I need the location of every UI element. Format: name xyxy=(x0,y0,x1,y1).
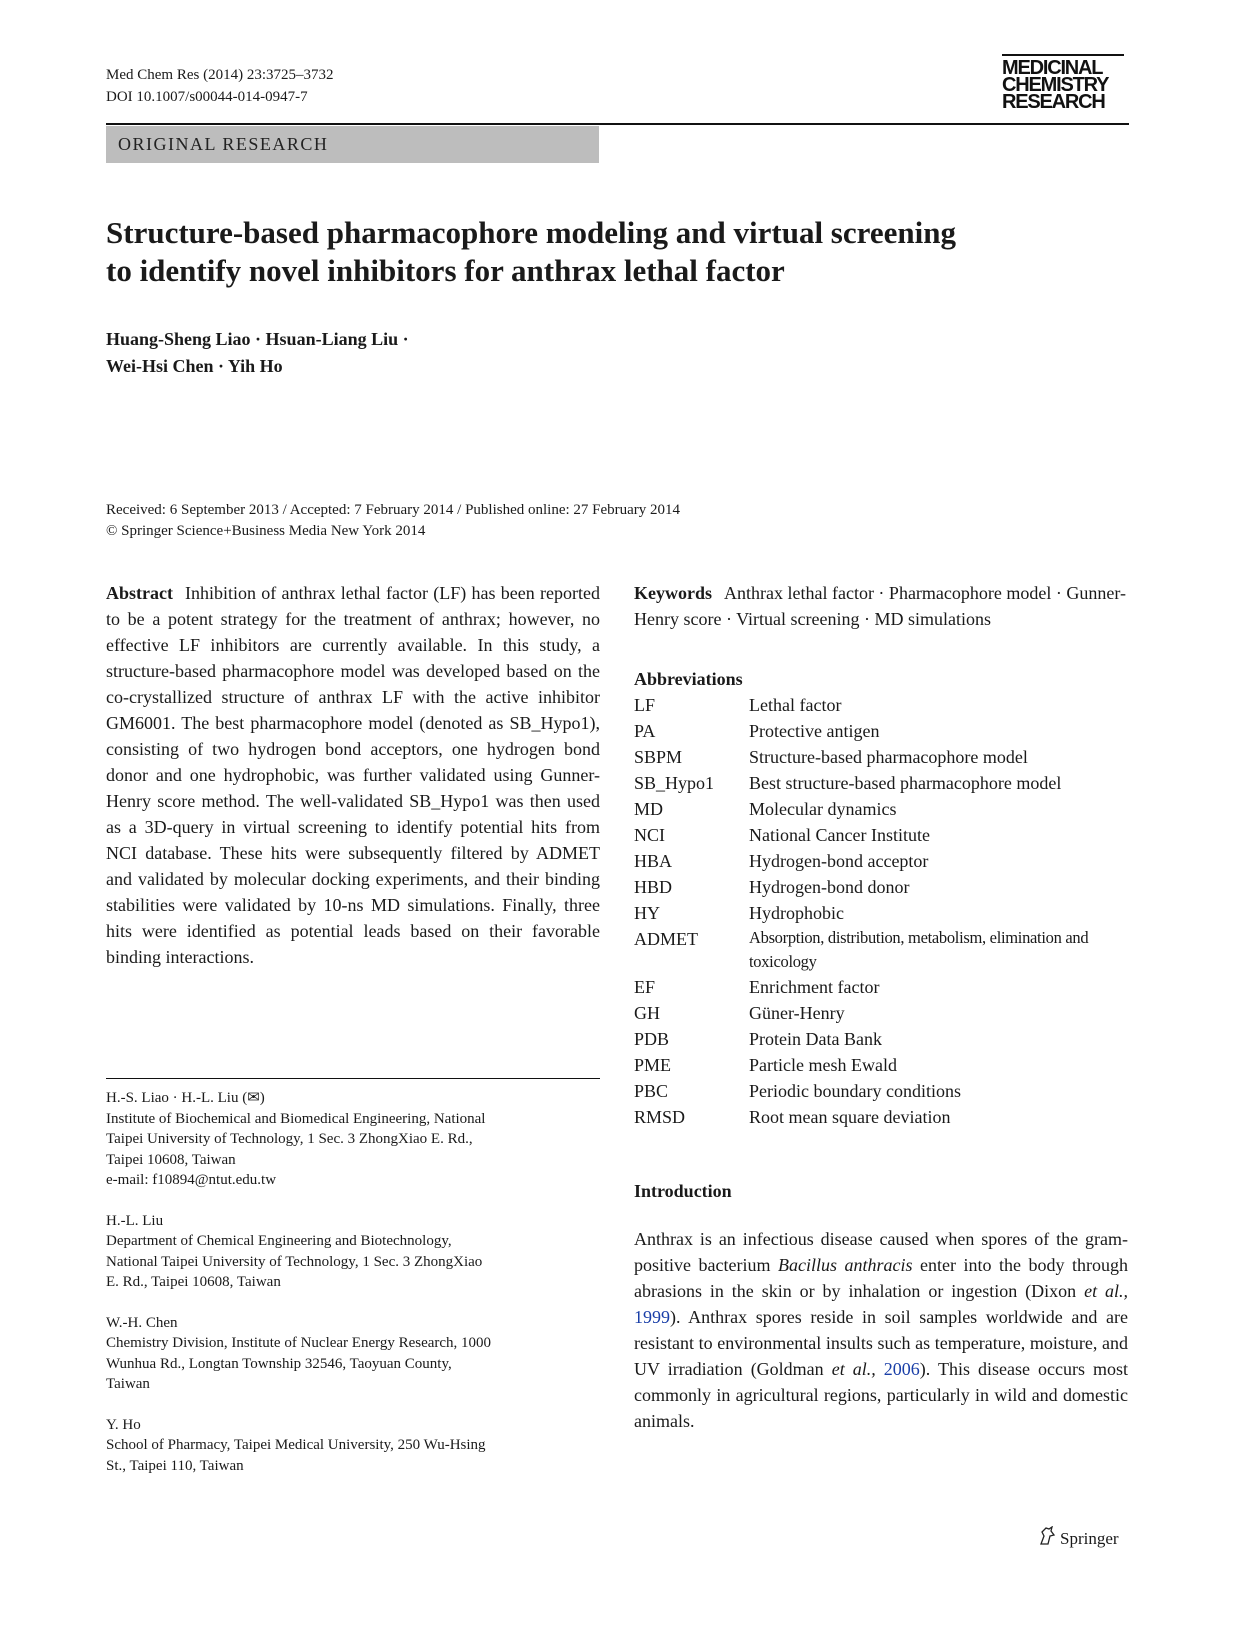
abbreviation-definition: Lethal factor xyxy=(749,695,842,715)
abbreviation-term: PME xyxy=(634,1055,672,1075)
affiliation-name: H.-S. Liao · H.-L. Liu (✉) xyxy=(106,1090,265,1106)
abbreviation-term: LF xyxy=(634,695,656,715)
logo-line-1: MEDICINAL xyxy=(1002,57,1103,79)
affiliation-line: E. Rd., Taipei 10608, Taiwan xyxy=(106,1274,281,1290)
logo-line-3: RESEARCH xyxy=(1002,91,1105,113)
abbreviation-row xyxy=(634,1052,1128,1078)
abbreviation-row xyxy=(634,848,1128,874)
abbreviation-term: EF xyxy=(634,977,656,997)
abbreviation-definition: Root mean square deviation xyxy=(749,1107,951,1127)
abbreviation-definition: Enrichment factor xyxy=(749,977,880,997)
affiliation-line: Taiwan xyxy=(106,1376,150,1392)
intro-text: ). This disease occurs most commonly in agricultural regions, particularly in wild and domestic animals. xyxy=(634,1359,1128,1431)
abbreviation-definition: Structure-based pharmacophore model xyxy=(749,747,1028,767)
introduction-heading: Introduction xyxy=(634,1181,732,1201)
authors-line-1: Huang-Sheng Liao · Hsuan-Liang Liu · xyxy=(106,329,409,349)
abstract-label: Abstract xyxy=(106,583,173,603)
article-history xyxy=(106,500,680,542)
abbreviation-row xyxy=(634,974,1128,1000)
publisher-name: Springer xyxy=(1060,1528,1119,1548)
abbreviation-definition: Protein Data Bank xyxy=(749,1029,882,1049)
affiliation-rule xyxy=(106,1078,600,1079)
abbreviation-row xyxy=(634,1000,1128,1026)
affiliation xyxy=(106,1088,600,1191)
abbreviation-term: HBA xyxy=(634,851,673,871)
authors-line-2: Wei-Hsi Chen · Yih Ho xyxy=(106,356,283,376)
abbreviation-row xyxy=(634,770,1128,796)
article-title xyxy=(106,214,1106,290)
abbreviation-row xyxy=(634,718,1128,744)
abbreviation-definition: Particle mesh Ewald xyxy=(749,1055,897,1075)
abbreviation-definition: Protective antigen xyxy=(749,721,880,741)
abbreviation-row xyxy=(634,1078,1128,1104)
abbreviation-definition: National Cancer Institute xyxy=(749,825,930,845)
title-line-1: Structure-based pharmacophore modeling and virtual screening xyxy=(106,215,956,250)
dates-line: Received: 6 September 2013 / Accepted: 7 February 2014 / Published online: 27 February 2014 xyxy=(106,502,681,518)
abbreviation-row xyxy=(634,874,1128,900)
affiliation-email[interactable]: e-mail: f10894@ntut.edu.tw xyxy=(106,1172,277,1188)
section-band xyxy=(106,126,599,163)
introduction-paragraph xyxy=(634,1226,1128,1434)
abbreviation-row xyxy=(634,692,1128,718)
abbreviation-term: NCI xyxy=(634,825,665,845)
intro-text: ). Anthrax spores reside in soil samples worldwide and are resistant to environmental insults such as temperature, moisture, and UV irradiation (Goldman xyxy=(634,1307,1128,1379)
affiliation-line: School of Pharmacy, Taipei Medical University, 250 Wu-Hsing xyxy=(106,1437,486,1453)
abbreviations-list xyxy=(634,692,1128,1130)
affiliation-line: Taipei University of Technology, 1 Sec. 3 ZhongXiao E. Rd., xyxy=(106,1131,473,1147)
affiliation xyxy=(106,1211,600,1293)
citation-link[interactable]: 1999 xyxy=(634,1307,670,1327)
keywords-text: Anthrax lethal factor · Pharmacophore model · Gunner-Henry score · Virtual screening · MD simulations xyxy=(634,583,1126,629)
affiliation xyxy=(106,1313,600,1395)
affiliation-name: H.-L. Liu xyxy=(106,1212,164,1229)
title-line-2: to identify novel inhibitors for anthrax lethal factor xyxy=(106,253,785,288)
abbreviation-term: HBD xyxy=(634,877,673,897)
affiliations xyxy=(106,1088,600,1496)
journal-citation xyxy=(106,64,333,108)
species-name: Bacillus anthracis xyxy=(777,1255,913,1275)
affiliation-name: Y. Ho xyxy=(106,1416,141,1433)
abbreviation-term: ADMET xyxy=(634,929,698,949)
abbreviation-term: MD xyxy=(634,799,664,819)
abbreviation-definition: Molecular dynamics xyxy=(749,799,897,819)
abbreviation-term: PBC xyxy=(634,1081,669,1101)
keywords-label: Keywords xyxy=(634,583,712,603)
abbreviation-definition: Hydrophobic xyxy=(749,903,844,923)
citation-etal: et al., xyxy=(1084,1281,1128,1301)
abbreviation-definition: Güner-Henry xyxy=(749,1003,845,1023)
abbreviation-definition: Hydrogen-bond acceptor xyxy=(749,851,929,871)
section-label: ORIGINAL RESEARCH xyxy=(118,134,329,154)
affiliation xyxy=(106,1415,600,1477)
abbreviation-definition: Hydrogen-bond donor xyxy=(749,877,910,897)
affiliation-line: Chemistry Division, Institute of Nuclear Energy Research, 1000 xyxy=(106,1335,492,1351)
affiliation-line: St., Taipei 110, Taiwan xyxy=(106,1457,244,1474)
journal-line-1: Med Chem Res (2014) 23:3725–3732 xyxy=(106,67,334,83)
abstract-text: Inhibition of anthrax lethal factor (LF) has been reported to be a potent strategy for the treatment of anthrax; however, no effective LF inhibitors are currently available. In this study, a structure-based pharmacophore model was developed based on the co-crystallized structure of anthrax LF with the active inhibitor GM6001. The best pharmacophore model (denoted as SB_Hypo1), consisting of two hydrogen bond acceptors, one hydrogen bond donor and one hydrophobic, was further validated using Gunner-Henry score method. The well-validated SB_Hypo1 was then used as a 3D-query in virtual screening to identify potential hits from NCI database. These hits were subsequently filtered by ADMET and validated by molecular docking experiments, and their binding stabilities were validated by 10-ns MD simulations. Finally, three hits were identified as potential leads based on their favorable binding interactions. xyxy=(106,583,600,967)
keywords xyxy=(634,580,1128,632)
logo-line-2: CHEMISTRY xyxy=(1002,74,1109,96)
header-rule xyxy=(106,123,1129,125)
abbreviation-row xyxy=(634,1026,1128,1052)
publisher-footer xyxy=(1038,1526,1119,1551)
affiliation-name: W.-H. Chen xyxy=(106,1314,178,1331)
abbreviation-row xyxy=(634,900,1128,926)
affiliation-line: Department of Chemical Engineering and Biotechnology, xyxy=(106,1233,452,1249)
intro-text: enter into the body through abrasions in the skin or by inhalation or ingestion (Dixon xyxy=(634,1255,1128,1301)
abbreviation-definition: Absorption, distribution, metabolism, elimination and toxicology xyxy=(749,928,1089,971)
intro-text: Anthrax is an infectious disease caused when spores of the gram-positive bacterium xyxy=(634,1229,1128,1275)
abbreviation-row xyxy=(634,796,1128,822)
abbreviation-definition: Best structure-based pharmacophore model xyxy=(749,773,1062,793)
affiliation-line: Taipei 10608, Taiwan xyxy=(106,1151,236,1168)
abstract xyxy=(106,580,600,970)
abbreviation-term: HY xyxy=(634,903,660,923)
abbreviation-row xyxy=(634,744,1128,770)
abbreviation-term: PA xyxy=(634,721,656,741)
affiliation-line: Wunhua Rd., Longtan Township 32546, Taoyuan County, xyxy=(106,1355,452,1372)
abbreviation-row xyxy=(634,926,1128,974)
abbreviation-definition: Periodic boundary conditions xyxy=(749,1081,961,1101)
abbreviation-row xyxy=(634,1104,1128,1130)
affiliation-line: Institute of Biochemical and Biomedical Engineering, National xyxy=(106,1110,486,1127)
right-column xyxy=(634,580,1128,1434)
author-list xyxy=(106,326,409,380)
journal-doi: DOI 10.1007/s00044-014-0947-7 xyxy=(106,89,308,105)
copyright-line: © Springer Science+Business Media New York 2014 xyxy=(106,523,426,539)
abbreviations-title: Abbreviations xyxy=(634,669,743,689)
citation-etal: et al., xyxy=(831,1359,876,1379)
citation-link[interactable]: 2006 xyxy=(883,1359,920,1379)
affiliation-line: National Taipei University of Technology, 1 Sec. 3 ZhongXiao xyxy=(106,1253,483,1270)
abbreviation-term: SBPM xyxy=(634,747,683,767)
abbreviation-row xyxy=(634,822,1128,848)
abbreviation-term: GH xyxy=(634,1003,660,1023)
abbreviation-term: SB_Hypo1 xyxy=(634,773,715,793)
abbreviation-term: PDB xyxy=(634,1029,670,1049)
abbreviation-term: RMSD xyxy=(634,1107,686,1127)
left-column xyxy=(106,580,600,970)
springer-horse-icon xyxy=(1038,1526,1056,1551)
journal-logo xyxy=(1002,54,1124,111)
